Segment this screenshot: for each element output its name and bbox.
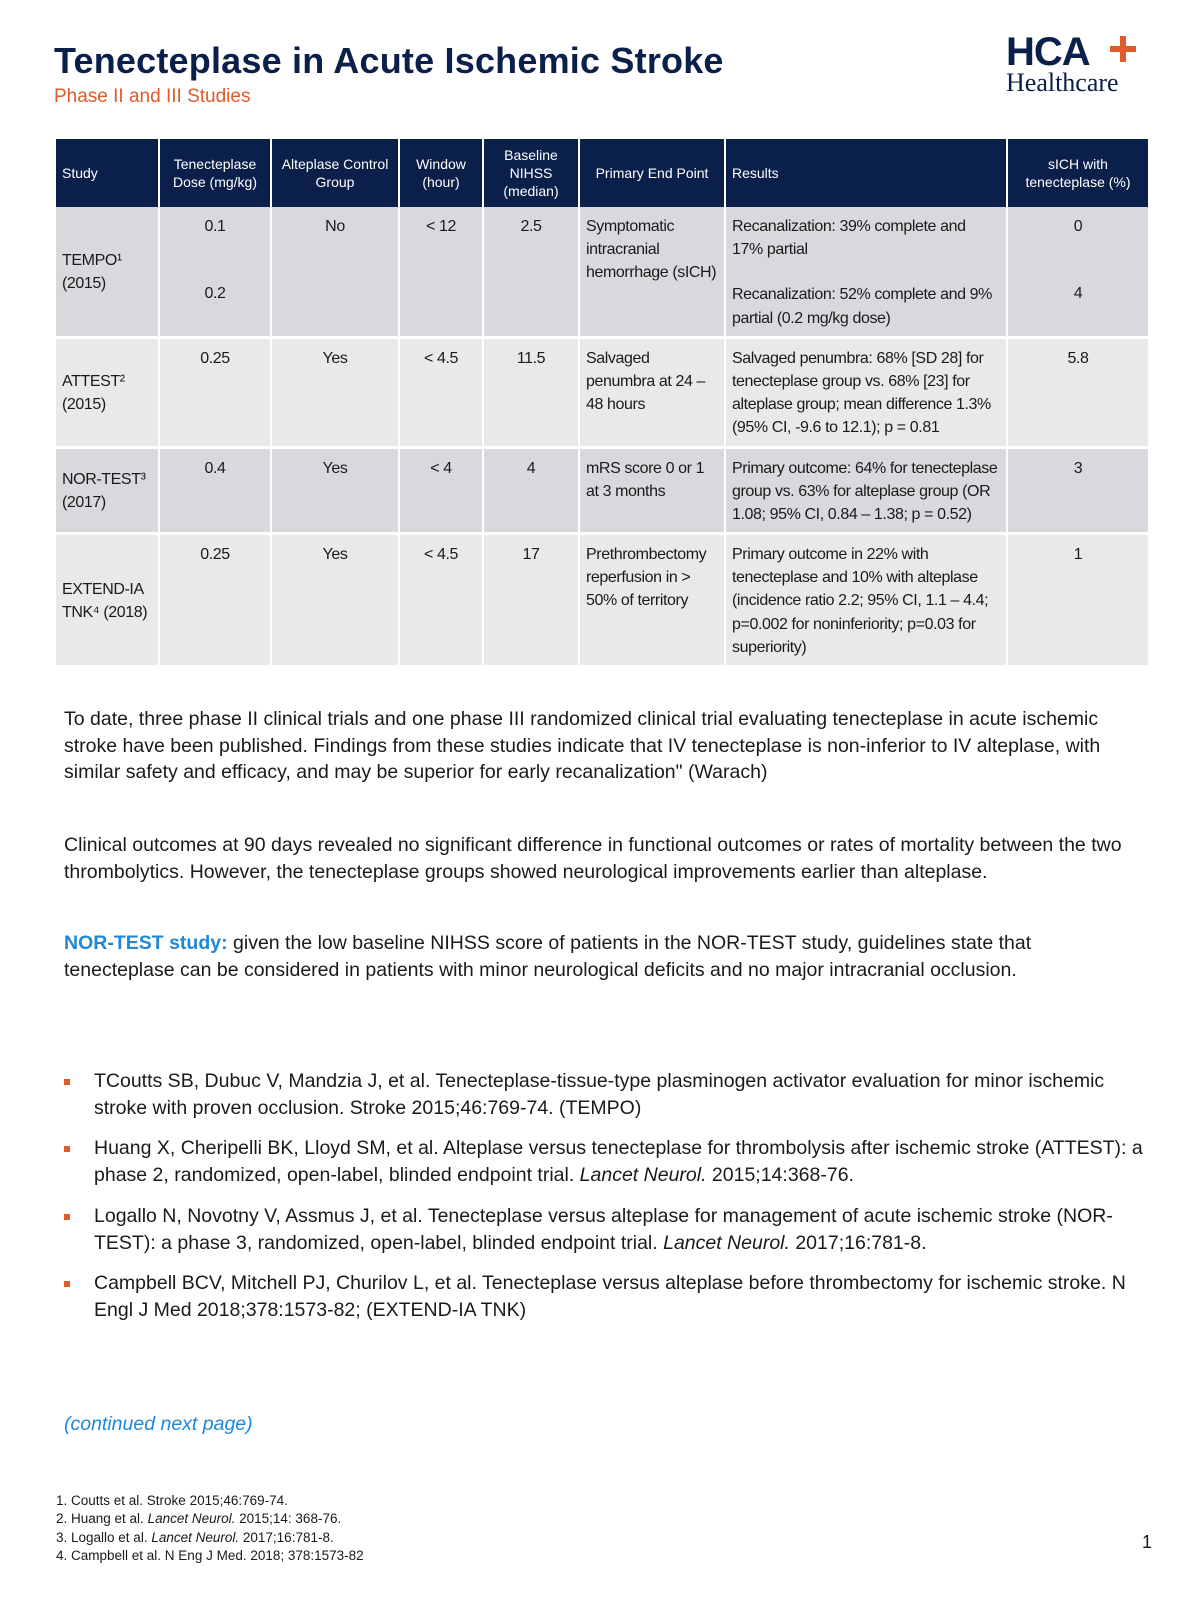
control-cell: Yes [271, 534, 399, 667]
footnote-text: 1. Coutts et al. Stroke 2015;46:769-74. [56, 1493, 288, 1508]
continued-note: (continued next page) [64, 1413, 253, 1435]
footnote-item [56, 1529, 364, 1547]
sich-value: 0 [1073, 218, 1083, 235]
footnote-tail: 2015;14: 368-76. [235, 1511, 342, 1527]
studies-table [54, 139, 1150, 668]
bullet-icon [64, 1214, 70, 1220]
result-text: Recanalization: 52% complete and 9% partial (0.2 mg/kg dose) [732, 286, 992, 327]
logo-sub-text: Healthcare [1006, 68, 1119, 97]
footnote-item [56, 1510, 364, 1528]
results-cell: Salvaged penumbra: 68% [SD 28] for tenecteplase group vs. 68% [23] for alteplase group; mean difference 1.3% (95% CI, -9.6 to 12.1); p = 0.81 [725, 337, 1007, 447]
column-header-sich: sICH with tenecteplase (%) [1007, 139, 1149, 207]
window-cell: < 12 [399, 207, 483, 337]
dose-cell: 0.25 [159, 534, 271, 667]
study-cell: ATTEST² (2015) [55, 337, 159, 447]
dose-value: 0.1 [204, 218, 226, 235]
results-cell: Primary outcome in 22% with tenecteplase and 10% with alteplase (incidence ratio 2.2; 95% CI, 1.1 – 4.4; p=0.002 for noninferiority; p=0.03 for superiority) [725, 534, 1007, 667]
table-header-row [55, 139, 1149, 207]
sich-cell: 1 [1007, 534, 1149, 667]
footnote-item [56, 1492, 364, 1510]
logo-main-text: HCA [1006, 30, 1090, 74]
results-cell: Primary outcome: 64% for tenecteplase group vs. 63% for alteplase group (OR 1.08; 95% CI, 0.84 – 1.38; p = 0.52) [725, 447, 1007, 534]
window-cell: < 4.5 [399, 534, 483, 667]
bullet-icon [64, 1079, 70, 1085]
column-header-nihss: Baseline NIHSS (median) [483, 139, 579, 207]
footnote-journal: Lancet Neurol. [151, 1529, 240, 1545]
outcomes-paragraph: Clinical outcomes at 90 days revealed no significant difference in functional outcomes or rates of mortality between the two thrombolytics. However, the tenecteplase groups showed neurological improvements earlier than alteplase. [64, 834, 1122, 883]
reference-text: Campbell BCV, Mitchell PJ, Churilov L, et al. Tenecteplase versus alteplase before thrombectomy for ischemic stroke. N Engl J Med 2018;378:1573-82; (EXTEND-IA TNK) [94, 1272, 1126, 1321]
nihss-cell: 17 [483, 534, 579, 667]
column-header-control: Alteplase Control Group [271, 139, 399, 207]
footnote-item [56, 1547, 364, 1565]
nihss-cell: 2.5 [483, 207, 579, 337]
page-subtitle: Phase II and III Studies [54, 86, 251, 107]
footnote-list [56, 1492, 364, 1566]
bullet-icon [64, 1281, 70, 1287]
window-cell: < 4 [399, 447, 483, 534]
summary-paragraph: To date, three phase II clinical trials and one phase III randomized clinical trial evaluating tenecteplase in acute ischemic stroke have been published. Findings from these studies indicate that IV tenecteplase is non-inferior to IV alteplase, with similar safety and efficacy, and may be superior for early recanalization" (Warach) [64, 708, 1101, 784]
endpoint-cell: mRS score 0 or 1 at 3 months [579, 447, 725, 534]
page-number: 1 [1141, 1532, 1152, 1552]
result-text: Recanalization: 39% complete and 17% partial [732, 218, 966, 259]
column-header-window: Window (hour) [399, 139, 483, 207]
reference-text: Huang X, Cheripelli BK, Lloyd SM, et al. Alteplase versus tenecteplase for thrombolysis after ischemic stroke (ATTEST): a phase 2, randomized, open-label, blinded endpoint trial. [94, 1137, 1143, 1187]
sich-cell: 5.8 [1007, 337, 1149, 447]
control-cell: Yes [271, 447, 399, 534]
endpoint-cell: Symptomatic intracranial hemorrhage (sICH) [579, 207, 725, 337]
table-row-extend-ia-tnk [55, 534, 1149, 667]
results-cell [725, 207, 1007, 337]
hca-healthcare-logo [998, 30, 1148, 100]
endpoint-cell: Prethrombectomy reperfusion in > 50% of territory [579, 534, 725, 667]
plus-icon [1110, 36, 1136, 62]
dose-cell [159, 207, 271, 337]
reference-text: TCoutts SB, Dubuc V, Mandzia J, et al. Tenecteplase-tissue-type plasminogen activator evaluation for minor ischemic stroke with proven occlusion. Stroke 2015;46:769-74. (TEMPO) [94, 1070, 1105, 1119]
dose-value: 0.2 [204, 285, 226, 303]
study-cell: NOR-TEST³ (2017) [55, 447, 159, 534]
table-row-nor-test [55, 447, 1149, 534]
dose-cell: 0.25 [159, 337, 271, 447]
page-title: Tenecteplase in Acute Ischemic Stroke [54, 40, 724, 81]
bullet-icon [64, 1146, 70, 1152]
reference-item [64, 1135, 1150, 1188]
column-header-study: Study [55, 139, 159, 207]
footnote-tail: 2017;16:781-8. [239, 1529, 334, 1545]
dose-cell: 0.4 [159, 447, 271, 534]
column-header-endpoint: Primary End Point [579, 139, 725, 207]
footnote-journal: Lancet Neurol. [147, 1511, 236, 1527]
reference-item [64, 1270, 1150, 1323]
footnote-text: 3. Logallo et al. [56, 1529, 152, 1545]
nihss-cell: 11.5 [483, 337, 579, 447]
table-row-attest [55, 337, 1149, 447]
nor-test-text: given the low baseline NIHSS score of patients in the NOR-TEST study, guidelines state that tenecteplase can be considered in patients with minor neurological deficits and no major intracranial occlusion. [64, 932, 1032, 981]
reference-journal: Lancet Neurol. [663, 1231, 790, 1254]
sich-value: 4 [1073, 285, 1083, 303]
nor-test-paragraph [64, 930, 1144, 983]
study-cell: TEMPO¹ (2015) [55, 207, 159, 337]
control-cell: No [271, 207, 399, 337]
footnote-text: 2. Huang et al. [56, 1511, 148, 1527]
column-header-dose: Tenecteplase Dose (mg/kg) [159, 139, 271, 207]
reference-tail: 2015;14:368-76. [706, 1164, 854, 1187]
control-cell: Yes [271, 337, 399, 447]
window-cell: < 4.5 [399, 337, 483, 447]
reference-item [64, 1068, 1150, 1121]
nor-test-lead: NOR-TEST study: [64, 932, 228, 954]
endpoint-cell: Salvaged penumbra at 24 – 48 hours [579, 337, 725, 447]
reference-journal: Lancet Neurol. [579, 1164, 707, 1187]
column-header-results: Results [725, 139, 1007, 207]
reference-text: Logallo N, Novotny V, Assmus J, et al. Tenecteplase versus alteplase for management of acute ischemic stroke (NOR-TEST): a phase 3, randomized, open-label, blinded endpoint trial. [94, 1204, 1113, 1254]
study-cell: EXTEND-IA TNK⁴ (2018) [55, 534, 159, 667]
footnote-text: 4. Campbell et al. N Eng J Med. 2018; 378:1573-82 [56, 1548, 364, 1564]
reference-list [64, 1068, 1150, 1338]
sich-cell: 3 [1007, 447, 1149, 534]
reference-tail: 2017;16:781-8. [789, 1231, 927, 1254]
table-row-tempo [55, 207, 1149, 337]
sich-cell [1007, 207, 1149, 337]
nihss-cell: 4 [483, 447, 579, 534]
reference-item [64, 1203, 1150, 1256]
